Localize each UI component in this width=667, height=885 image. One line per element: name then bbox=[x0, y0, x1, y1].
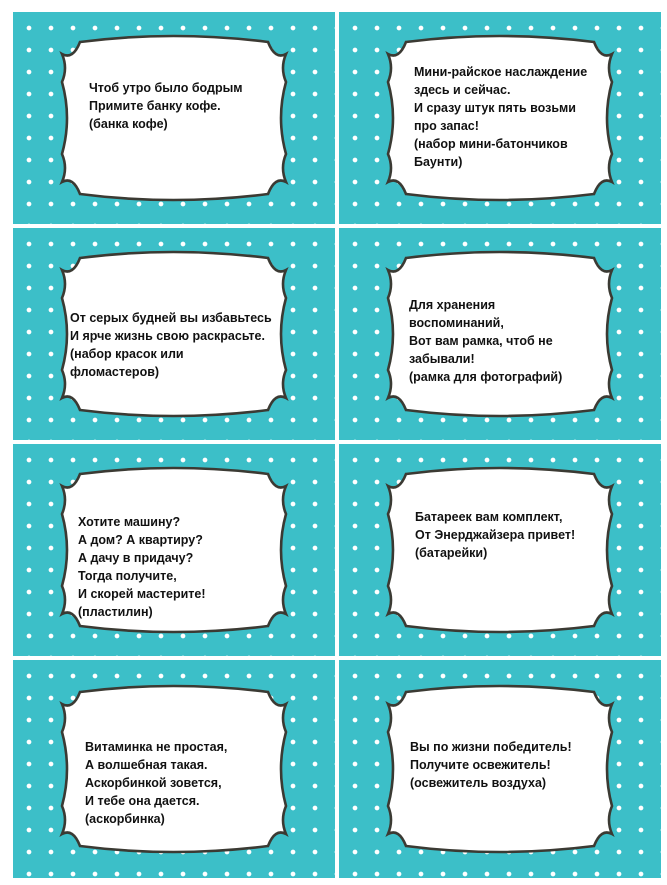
text-line: (батарейки) bbox=[415, 546, 488, 560]
card-text bbox=[89, 79, 243, 133]
gift-card bbox=[13, 444, 335, 656]
text-line: От серых будней вы избавьтесь bbox=[70, 311, 272, 325]
text-line: Мини-райское наслаждение bbox=[414, 65, 588, 79]
gift-card bbox=[339, 12, 661, 224]
text-line: Чтоб утро было бодрым bbox=[89, 81, 243, 95]
card-text bbox=[78, 513, 206, 621]
text-line: И ярче жизнь свою раскрасьте. bbox=[70, 329, 265, 343]
gift-card bbox=[13, 660, 335, 878]
text-line: Примите банку кофе. bbox=[89, 99, 221, 113]
text-line: И тебе она дается. bbox=[85, 794, 200, 808]
text-line: воспоминаний, bbox=[409, 316, 504, 330]
text-line: Тогда получите, bbox=[78, 569, 177, 583]
text-line: Получите освежитель! bbox=[410, 758, 551, 772]
text-line: (набор красок или bbox=[70, 347, 184, 361]
text-line: Аскорбинкой зовется, bbox=[85, 776, 222, 790]
text-line: про запас! bbox=[414, 119, 479, 133]
text-line: (банка кофе) bbox=[89, 117, 168, 131]
text-line: А дачу в придачу? bbox=[78, 551, 194, 565]
card-text bbox=[409, 296, 562, 386]
text-line: (набор мини-батончиков bbox=[414, 137, 568, 151]
card-text bbox=[415, 508, 575, 562]
card-text bbox=[414, 63, 587, 171]
text-line: От Энерджайзера привет! bbox=[415, 528, 576, 542]
gift-card bbox=[13, 12, 335, 224]
text-line: Баунти) bbox=[414, 155, 463, 169]
card-sheet bbox=[13, 12, 661, 878]
card-text bbox=[410, 738, 572, 792]
text-line: (освежитель воздуха) bbox=[410, 776, 547, 790]
text-line: Для хранения bbox=[409, 298, 496, 312]
text-line: Батареек вам комплект, bbox=[415, 510, 563, 524]
text-line: (рамка для фотографий) bbox=[409, 370, 563, 384]
gift-card bbox=[339, 444, 661, 656]
text-line: И скорей мастерите! bbox=[78, 587, 206, 601]
text-line: Вот вам рамка, чтоб не bbox=[409, 334, 553, 348]
gift-card bbox=[339, 660, 661, 878]
text-line: (пластилин) bbox=[78, 605, 153, 619]
gift-card bbox=[13, 228, 335, 440]
text-line: А дом? А квартиру? bbox=[78, 533, 203, 547]
card-text bbox=[85, 738, 227, 828]
text-line: И сразу штук пять возьми bbox=[414, 101, 576, 115]
text-line: А волшебная такая. bbox=[85, 758, 208, 772]
text-line: забывали! bbox=[409, 352, 475, 366]
text-line: Хотите машину? bbox=[78, 515, 181, 529]
text-line: Витаминка не простая, bbox=[85, 740, 228, 754]
text-line: (аскорбинка) bbox=[85, 812, 165, 826]
text-line: здесь и сейчас. bbox=[414, 83, 511, 97]
card-text bbox=[70, 309, 272, 381]
text-line: Вы по жизни победитель! bbox=[410, 740, 572, 754]
text-line: фломастеров) bbox=[70, 365, 160, 379]
gift-card bbox=[339, 228, 661, 440]
